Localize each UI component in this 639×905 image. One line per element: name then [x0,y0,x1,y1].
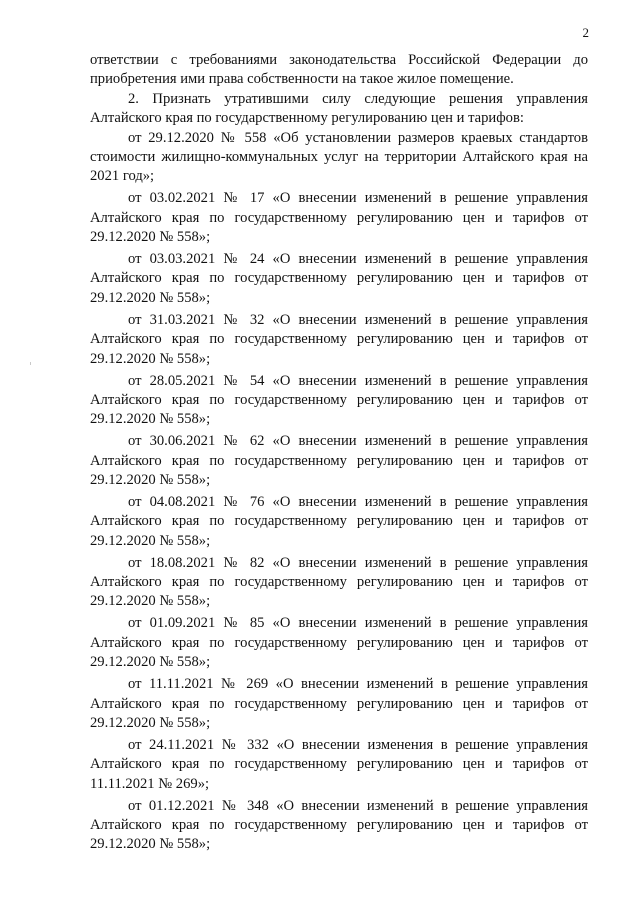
clause-2-paragraph: 2. Признать утратившими силу следующие решения управления Алтайского края по государственному регулированию цен и тарифов: [90,90,588,127]
decision-item: от 31.03.2021 № 32 «О внесении изменений в решение управления Алтайского края по государственному регулированию цен и тарифов от 29.12.2020 № 558»; [90,311,588,367]
decision-item: от 11.11.2021 № 269 «О внесении изменений в решение управления Алтайского края по государственному регулированию цен и тарифов от 29.12.2020 № 558»; [90,676,588,731]
decision-item: от 03.03.2021 № 24 «О внесении изменений в решение управления Алтайского края по государственному регулированию цен и тарифов от 29.12.2020 № 558»; [90,251,588,306]
decision-item: от 01.09.2021 № 85 «О внесении изменений в решение управления Алтайского края по государственному регулированию цен и тарифов от 29.12.2020 № 558»; [90,615,588,671]
decision-item: от 29.12.2020 № 558 «Об установлении размеров краевых стандартов стоимости жилищно-коммунальных услуг на территории Алтайского края на 2021 год»; [90,129,588,185]
repealed-decisions-list [90,129,588,855]
decision-item: от 28.05.2021 № 54 «О внесении изменений в решение управления Алтайского края по государственному регулированию цен и тарифов от 29.12.2020 № 558»; [90,372,588,428]
decision-item: от 03.02.2021 № 17 «О внесении изменений в решение управления Алтайского края по государственному регулированию цен и тарифов от 29.12.2020 № 558»; [90,190,588,246]
decision-item: от 30.06.2021 № 62 «О внесении изменений в решение управления Алтайского края по государственному регулированию цен и тарифов от 29.12.2020 № 558»; [90,433,588,489]
page-number: 2 [582,25,589,40]
continuation-paragraph: ответствии с требованиями законодательства Российской Федерации до приобретения ими права собственности на такое жилое помещение. [90,52,588,88]
decision-item: от 24.11.2021 № 332 «О внесении изменения в решение управления Алтайского края по государственному регулированию цен и тарифов от 11.11.2021 № 269»; [90,736,588,792]
decision-item: от 18.08.2021 № 82 «О внесении изменений в решение управления Алтайского края по государственному регулированию цен и тарифов от 29.12.2020 № 558»; [90,554,588,610]
document-body [90,51,588,855]
decision-item: от 01.12.2021 № 348 «О внесении изменений в решение управления Алтайского края по государственному регулированию цен и тарифов от 29.12.2020 № 558»; [90,797,588,853]
scan-margin-mark [30,362,31,365]
decision-item: от 04.08.2021 № 76 «О внесении изменений в решение управления Алтайского края по государственному регулированию цен и тарифов от 29.12.2020 № 558»; [90,493,588,549]
